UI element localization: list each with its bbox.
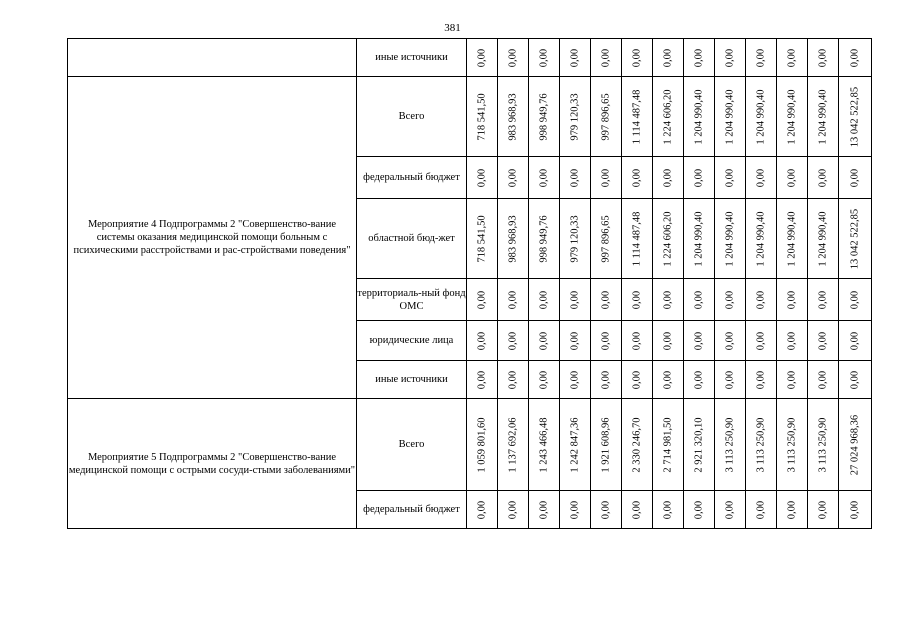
value-text: 0,00 (817, 370, 829, 389)
value-cell (622, 157, 653, 199)
value-cell (839, 199, 872, 279)
value-cell (591, 199, 622, 279)
value-cell (653, 279, 684, 321)
page-number: 381 (444, 22, 461, 34)
value-text: 1 204 990,40 (755, 88, 767, 145)
value-cell (560, 77, 591, 157)
value-text: 0,00 (786, 331, 798, 350)
value-text: 0,00 (849, 500, 861, 519)
value-cell (498, 399, 529, 491)
value-text: 0,00 (538, 168, 550, 187)
value-cell (777, 157, 808, 199)
value-cell (839, 157, 872, 199)
value-text: 0,00 (631, 370, 643, 389)
value-cell (591, 77, 622, 157)
value-text: 0,00 (631, 168, 643, 187)
value-text: 0,00 (693, 331, 705, 350)
value-cell (529, 361, 560, 399)
value-text: 0,00 (631, 48, 643, 67)
measure-name: Мероприятие 5 Подпрограммы 2 "Совершенство-вание медицинской помощи с острыми сосуди-стыми заболеваниями" (68, 399, 357, 529)
value-cell (591, 399, 622, 491)
value-cell (684, 491, 715, 529)
value-cell (653, 199, 684, 279)
value-cell (808, 321, 839, 361)
value-text: 0,00 (538, 290, 550, 309)
value-text: 0,00 (849, 168, 861, 187)
value-cell (467, 361, 498, 399)
value-cell (777, 399, 808, 491)
value-cell (715, 491, 746, 529)
value-cell (560, 39, 591, 77)
value-cell (560, 361, 591, 399)
value-text: 0,00 (662, 168, 674, 187)
value-cell (529, 279, 560, 321)
value-cell (746, 199, 777, 279)
value-cell (467, 321, 498, 361)
value-cell (653, 157, 684, 199)
value-cell (839, 321, 872, 361)
value-cell (529, 157, 560, 199)
value-cell (498, 321, 529, 361)
value-text: 0,00 (569, 290, 581, 309)
value-text: 0,00 (476, 500, 488, 519)
value-cell (715, 77, 746, 157)
value-text: 3 113 250,90 (786, 417, 798, 472)
table-row (68, 399, 872, 491)
value-text: 0,00 (817, 500, 829, 519)
value-cell (467, 199, 498, 279)
value-text: 0,00 (476, 290, 488, 309)
value-text: 1 224 606,20 (662, 88, 674, 145)
value-cell (560, 321, 591, 361)
value-text: 1 242 847,36 (569, 416, 581, 473)
value-text: 0,00 (755, 331, 767, 350)
value-cell (591, 361, 622, 399)
value-cell (529, 77, 560, 157)
value-cell (808, 399, 839, 491)
value-text: 0,00 (538, 500, 550, 519)
value-cell (498, 279, 529, 321)
value-text: 0,00 (569, 500, 581, 519)
value-cell (622, 39, 653, 77)
value-cell (684, 361, 715, 399)
value-text: 0,00 (507, 168, 519, 187)
value-cell (467, 77, 498, 157)
value-text: 2 330 246,70 (631, 416, 643, 473)
value-cell (622, 321, 653, 361)
value-text: 0,00 (786, 500, 798, 519)
value-text: 1 137 692,06 (507, 416, 519, 473)
value-text: 1 204 990,40 (724, 210, 736, 267)
value-cell (777, 321, 808, 361)
value-text: 0,00 (693, 500, 705, 519)
value-text: 0,00 (507, 290, 519, 309)
value-cell (839, 399, 872, 491)
funding-source: иные источники (357, 361, 467, 399)
value-cell (560, 199, 591, 279)
value-cell (622, 199, 653, 279)
value-cell (591, 279, 622, 321)
value-text: 0,00 (662, 500, 674, 519)
value-text: 0,00 (849, 290, 861, 309)
value-cell (622, 77, 653, 157)
value-cell (839, 39, 872, 77)
value-cell (622, 399, 653, 491)
value-cell (529, 39, 560, 77)
value-cell (684, 279, 715, 321)
value-cell (715, 157, 746, 199)
value-cell (498, 361, 529, 399)
value-cell (715, 39, 746, 77)
value-cell (715, 321, 746, 361)
value-cell (684, 321, 715, 361)
value-text: 0,00 (755, 168, 767, 187)
value-cell (746, 39, 777, 77)
value-text: 0,00 (693, 168, 705, 187)
value-text: 0,00 (786, 168, 798, 187)
value-text: 1 243 466,48 (538, 416, 550, 473)
value-text: 0,00 (600, 331, 612, 350)
value-cell (746, 77, 777, 157)
value-cell (467, 39, 498, 77)
value-cell (498, 157, 529, 199)
value-text: 979 120,33 (569, 214, 581, 263)
value-cell (529, 491, 560, 529)
value-text: 1 204 990,40 (817, 88, 829, 145)
budget-table (67, 38, 872, 529)
value-cell (560, 491, 591, 529)
table-row (68, 77, 872, 157)
value-text: 0,00 (662, 331, 674, 350)
value-cell (622, 491, 653, 529)
value-text: 0,00 (600, 290, 612, 309)
value-cell (715, 361, 746, 399)
value-cell (653, 399, 684, 491)
value-text: 0,00 (507, 331, 519, 350)
value-text: 0,00 (476, 48, 488, 67)
value-cell (684, 199, 715, 279)
value-cell (777, 361, 808, 399)
value-text: 0,00 (849, 370, 861, 389)
funding-source: юридические лица (357, 321, 467, 361)
value-text: 2 714 981,50 (662, 416, 674, 473)
value-text: 0,00 (786, 290, 798, 309)
value-text: 0,00 (631, 331, 643, 350)
value-cell (808, 361, 839, 399)
value-text: 0,00 (693, 48, 705, 67)
value-text: 0,00 (507, 370, 519, 389)
value-text: 1 921 608,96 (600, 416, 612, 473)
value-cell (777, 491, 808, 529)
value-cell (839, 491, 872, 529)
value-text: 1 059 801,60 (476, 416, 488, 473)
value-cell (498, 491, 529, 529)
measure-name (68, 39, 357, 77)
value-cell (653, 39, 684, 77)
value-text: 0,00 (755, 500, 767, 519)
value-cell (560, 399, 591, 491)
value-cell (684, 399, 715, 491)
value-cell (684, 157, 715, 199)
value-text: 0,00 (600, 168, 612, 187)
value-text: 0,00 (569, 48, 581, 67)
value-cell (591, 491, 622, 529)
funding-source: Всего (357, 399, 467, 491)
value-cell (653, 321, 684, 361)
value-text: 0,00 (724, 168, 736, 187)
funding-source: Всего (357, 77, 467, 157)
value-cell (498, 77, 529, 157)
value-text: 1 204 990,40 (755, 210, 767, 267)
funding-source: территориаль-ный фонд ОМС (357, 279, 467, 321)
value-cell (746, 321, 777, 361)
value-cell (622, 361, 653, 399)
value-text: 0,00 (693, 370, 705, 389)
value-cell (777, 279, 808, 321)
value-text: 0,00 (569, 370, 581, 389)
value-cell (808, 157, 839, 199)
value-text: 0,00 (724, 290, 736, 309)
value-cell (839, 77, 872, 157)
value-text: 0,00 (569, 168, 581, 187)
value-cell (529, 321, 560, 361)
value-text: 1 224 606,20 (662, 210, 674, 267)
value-text: 1 204 990,40 (693, 210, 705, 267)
funding-source: иные источники (357, 39, 467, 77)
value-text: 0,00 (755, 48, 767, 67)
value-cell (529, 399, 560, 491)
value-text: 0,00 (817, 290, 829, 309)
value-cell (560, 157, 591, 199)
value-text: 0,00 (724, 331, 736, 350)
value-cell (467, 399, 498, 491)
funding-source: федеральный бюджет (357, 491, 467, 529)
value-cell (746, 279, 777, 321)
value-text: 0,00 (662, 370, 674, 389)
value-text: 0,00 (476, 370, 488, 389)
value-text: 718 541,50 (476, 92, 488, 141)
value-cell (746, 157, 777, 199)
value-text: 0,00 (724, 48, 736, 67)
value-cell (653, 77, 684, 157)
value-cell (715, 399, 746, 491)
value-text: 0,00 (662, 290, 674, 309)
value-text: 1 114 487,48 (631, 211, 643, 266)
value-cell (808, 39, 839, 77)
value-text: 0,00 (507, 48, 519, 67)
value-text: 0,00 (786, 48, 798, 67)
value-cell (591, 157, 622, 199)
value-cell (653, 361, 684, 399)
value-cell (715, 199, 746, 279)
value-cell (808, 199, 839, 279)
value-cell (653, 491, 684, 529)
value-text: 0,00 (600, 500, 612, 519)
value-cell (684, 77, 715, 157)
value-text: 0,00 (849, 331, 861, 350)
value-text: 2 921 320,10 (693, 416, 705, 473)
value-text: 1 204 990,40 (786, 210, 798, 267)
value-text: 0,00 (817, 48, 829, 67)
value-text: 0,00 (755, 290, 767, 309)
value-text: 0,00 (631, 290, 643, 309)
value-text: 0,00 (849, 48, 861, 67)
value-text: 0,00 (724, 370, 736, 389)
table-row (68, 39, 872, 77)
value-text: 3 113 250,90 (724, 417, 736, 472)
value-text: 0,00 (817, 331, 829, 350)
value-text: 0,00 (600, 370, 612, 389)
value-cell (808, 279, 839, 321)
value-text: 0,00 (476, 168, 488, 187)
value-text: 0,00 (817, 168, 829, 187)
funding-source: федеральный бюджет (357, 157, 467, 199)
value-text: 997 896,65 (600, 214, 612, 263)
measure-name: Мероприятие 4 Подпрограммы 2 "Совершенство-вание системы оказания медицинской помощи больным с психическими расстройствами и рас-стройствами поведения" (68, 77, 357, 399)
value-cell (467, 279, 498, 321)
value-text: 0,00 (569, 331, 581, 350)
value-text: 0,00 (662, 48, 674, 67)
value-text: 998 949,76 (538, 214, 550, 263)
value-text: 983 968,93 (507, 214, 519, 263)
value-cell (498, 39, 529, 77)
value-cell (467, 491, 498, 529)
value-cell (529, 199, 560, 279)
value-text: 983 968,93 (507, 92, 519, 141)
value-cell (839, 361, 872, 399)
value-cell (839, 279, 872, 321)
value-cell (777, 39, 808, 77)
value-text: 0,00 (538, 331, 550, 350)
value-cell (777, 199, 808, 279)
value-text: 718 541,50 (476, 214, 488, 263)
value-cell (746, 399, 777, 491)
value-text: 1 204 990,40 (817, 210, 829, 267)
value-cell (808, 491, 839, 529)
value-cell (560, 279, 591, 321)
value-text: 1 114 487,48 (631, 89, 643, 144)
value-text: 0,00 (600, 48, 612, 67)
value-cell (498, 199, 529, 279)
value-text: 0,00 (507, 500, 519, 519)
value-cell (808, 77, 839, 157)
value-text: 0,00 (538, 370, 550, 389)
value-text: 0,00 (724, 500, 736, 519)
value-cell (591, 39, 622, 77)
value-cell (622, 279, 653, 321)
value-text: 3 113 250,90 (755, 417, 767, 472)
value-cell (746, 361, 777, 399)
value-text: 0,00 (476, 331, 488, 350)
value-cell (715, 279, 746, 321)
value-text: 1 204 990,40 (724, 88, 736, 145)
value-text: 27 024 968,36 (849, 414, 861, 475)
value-text: 997 896,65 (600, 92, 612, 141)
value-text: 0,00 (755, 370, 767, 389)
value-cell (777, 77, 808, 157)
value-text: 0,00 (693, 290, 705, 309)
funding-source: областной бюд-жет (357, 199, 467, 279)
value-cell (467, 157, 498, 199)
value-text: 3 113 250,90 (817, 417, 829, 472)
value-text: 979 120,33 (569, 92, 581, 141)
value-cell (591, 321, 622, 361)
value-text: 13 042 522,85 (849, 86, 861, 147)
value-text: 13 042 522,85 (849, 208, 861, 269)
value-text: 0,00 (786, 370, 798, 389)
value-cell (746, 491, 777, 529)
value-text: 0,00 (538, 48, 550, 67)
value-text: 998 949,76 (538, 92, 550, 141)
value-text: 1 204 990,40 (693, 88, 705, 145)
value-cell (684, 39, 715, 77)
value-text: 0,00 (631, 500, 643, 519)
value-text: 1 204 990,40 (786, 88, 798, 145)
